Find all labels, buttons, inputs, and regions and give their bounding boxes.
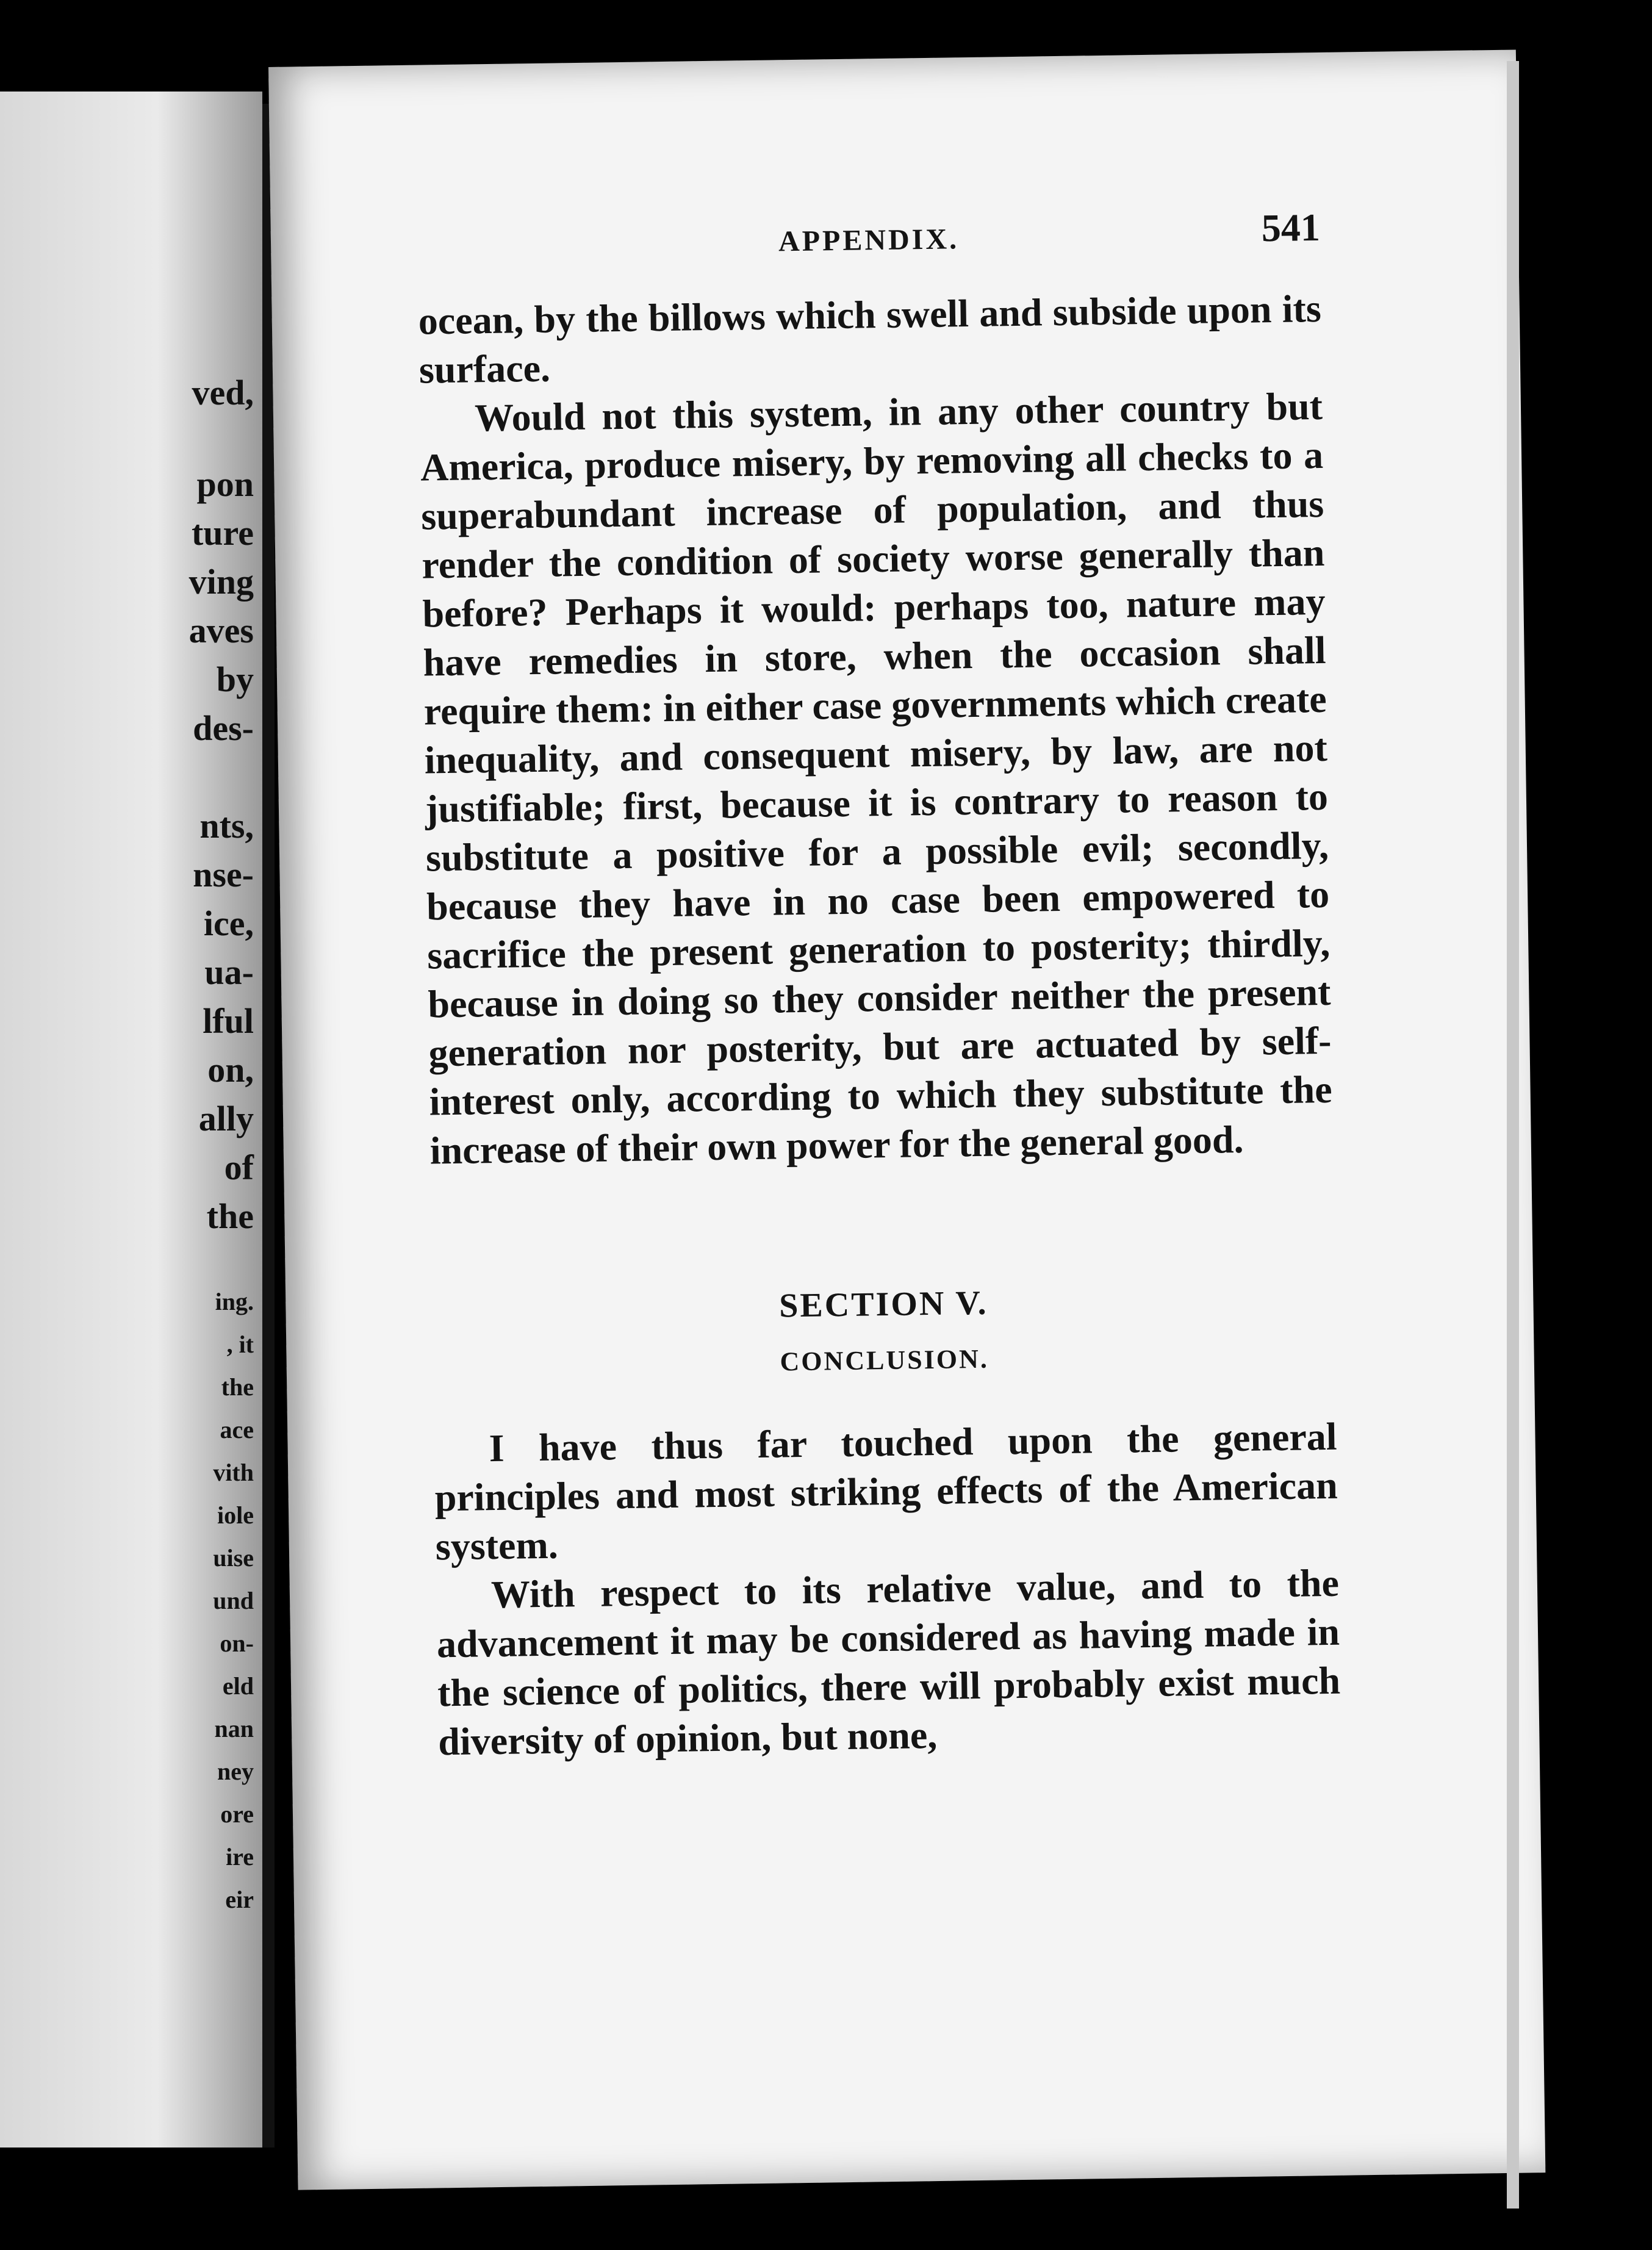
left-page-fragment: aves [189,611,254,650]
page-number: 541 [1261,205,1321,250]
paragraph: ocean, by the billows which swell and subside upon its surface. [418,286,1322,392]
left-page-fragment: ua- [204,952,254,992]
running-title: APPENDIX. [778,223,960,258]
left-page-fragment: eir [225,1886,254,1913]
left-page-fragment: vith [213,1459,254,1486]
left-page [0,92,262,2148]
right-page [268,49,1545,2190]
left-page-fragment: the [221,1373,254,1401]
left-page-fragment: by [216,660,254,699]
left-page-fragment: des- [193,708,254,748]
left-page-fragment: of [224,1148,254,1187]
left-page-fragment: pon [196,464,254,504]
left-page-fragment: the [206,1196,254,1236]
left-page-fragment: nts, [199,806,254,846]
paragraph: With respect to its relative value, and to the advancement it may be considered as having made in the science of politics, there will probably exist much diversity of opinion, but none, [436,1561,1341,1764]
left-page-fragment: on- [220,1630,254,1657]
left-page-fragment: , it [226,1331,254,1358]
left-page-fragment: uise [213,1544,254,1572]
left-page-fragment: ing. [215,1288,254,1315]
left-page-fragment: ved, [192,373,254,412]
left-page-fragment: ally [198,1099,254,1138]
section-heading: SECTION V. [778,1284,988,1325]
paragraph: Would not this system, in any other country but America, produce misery, by removing all checks to a superabundant increase of population, and thus render the condition of society worse generally than before? Perhaps it would: perhaps too, nature may have remedies in store, when the occasion shall require them: in either case governments which create inequality, and consequent misery, by law, are not justifiable; first, because it is contrary to reason to substitute a positive for a possible evil; secondly, because they have in no case been empowered to sacrifice the present generation to posterity; thirdly, because in doing so they consider neither the present generation nor posterity, but are actuated by self-interest only, according to which they substitute the increase of their own power for the general good. [420,384,1333,1173]
left-page-fragment: nse- [193,855,254,894]
page-text-block [417,205,1341,1766]
left-page-fragment: nan [214,1715,254,1742]
page-edge [1507,61,1519,2209]
section-subheading: CONCLUSION. [780,1343,989,1377]
left-page-fragment: ore [220,1800,254,1828]
left-page-fragment: ture [191,513,254,553]
left-page-fragment: ire [226,1843,254,1871]
left-page-fragment: ice, [203,904,254,943]
left-page-fragment: ace [220,1416,254,1443]
left-page-fragment: iole [217,1501,254,1529]
left-page-fragment: lful [203,1001,254,1041]
left-page-fragment: eld [222,1672,254,1700]
left-page-fragment: ving [189,562,254,602]
running-head [417,205,1320,285]
left-page-fragment: und [213,1587,254,1614]
paragraph: I have thus far touched upon the general principles and most striking effects of the American system. [434,1414,1338,1569]
left-page-fragment: on, [207,1050,254,1090]
left-page-fragment: ney [217,1758,254,1785]
